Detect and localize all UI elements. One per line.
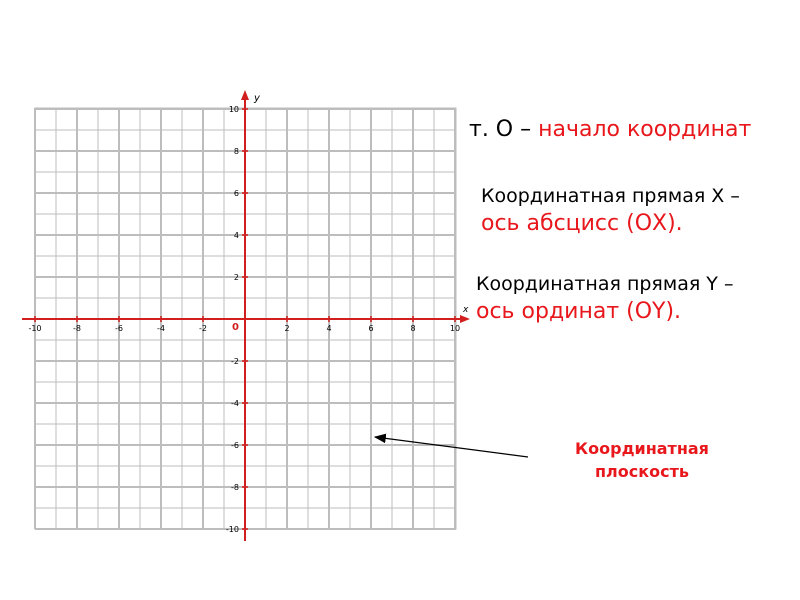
plane-note-line1: Координатная <box>575 439 709 458</box>
origin-label: 0 <box>232 322 239 333</box>
origin-note-highlight: начало координат <box>538 117 752 142</box>
x-tick-label: 4 <box>326 324 332 333</box>
x-tick-label: 10 <box>449 324 461 333</box>
x-tick-label: -4 <box>157 324 165 333</box>
plane-note <box>549 437 735 483</box>
x-axis-letter: x <box>463 305 469 315</box>
x-tick-label: -10 <box>28 324 42 333</box>
y-axis-note-line2: ось ординат (ОY). <box>476 299 682 324</box>
y-axis-arrow-icon <box>241 90 249 100</box>
x-tick-label: -8 <box>73 324 81 333</box>
y-axis-note <box>476 270 733 326</box>
origin-note-prefix: т. О – <box>469 117 539 142</box>
y-axis-note-line1: Координатная прямая Y – <box>476 273 734 295</box>
y-tick-label: -8 <box>231 483 239 492</box>
x-axis-note-line1: Координатная прямая Х – <box>481 185 740 207</box>
x-tick-label: 6 <box>368 324 374 333</box>
y-tick-label: 6 <box>233 189 239 198</box>
tick-labels <box>28 93 469 534</box>
x-axis-arrow-icon <box>460 315 470 323</box>
y-tick-label: 8 <box>233 147 239 156</box>
y-tick-label: -4 <box>231 399 239 408</box>
pointer-arrow <box>375 437 528 457</box>
y-tick-label: 10 <box>228 105 239 114</box>
x-tick-label: 8 <box>410 324 416 333</box>
x-tick-label: -2 <box>199 324 207 333</box>
y-tick-label: -10 <box>225 525 239 534</box>
x-tick-label: -6 <box>115 324 123 333</box>
x-tick-label: 2 <box>284 324 290 333</box>
y-axis-letter: y <box>254 93 260 104</box>
y-tick-label: 2 <box>233 273 239 282</box>
x-axis-note <box>481 182 740 238</box>
y-tick-label: -2 <box>231 357 239 366</box>
y-tick-label: -6 <box>231 441 239 450</box>
axes <box>22 90 470 541</box>
plane-note-line2: плоскость <box>595 462 689 481</box>
origin-note <box>469 117 751 142</box>
y-tick-label: 4 <box>233 231 239 240</box>
x-axis-note-line2: ось абсцисс (ОХ). <box>481 211 683 236</box>
